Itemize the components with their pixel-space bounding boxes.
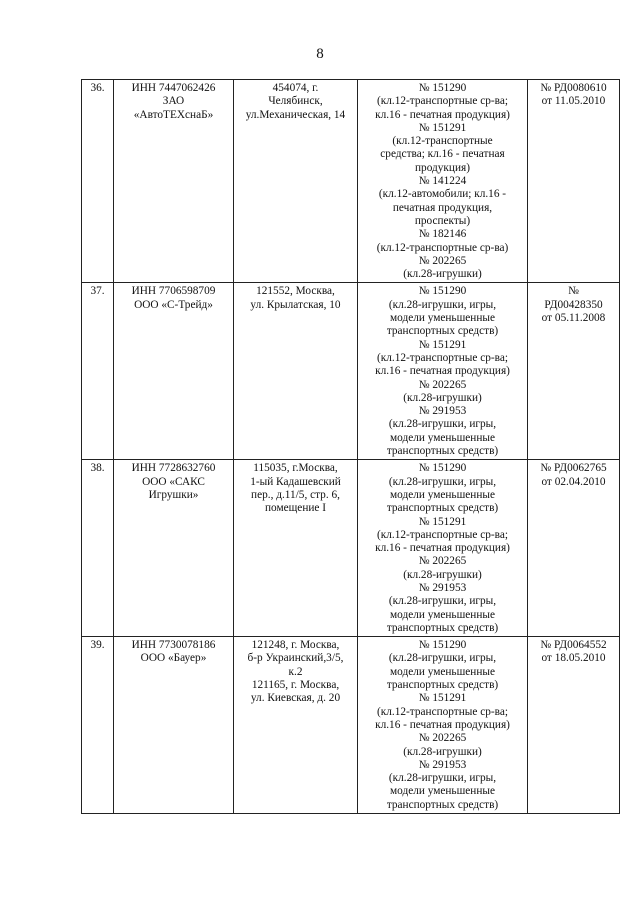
- trademarks-line: № 151291: [418, 692, 467, 705]
- address-line: Челябинск,: [268, 95, 323, 108]
- trademarks-line: № 151290: [418, 462, 467, 475]
- trademarks-cell: [358, 283, 528, 460]
- address-line: 121552, Москва,: [256, 285, 335, 298]
- trademarks-line: (кл.12-транспортные ср-ва;: [377, 705, 508, 718]
- company-line: ИНН 7447062426: [131, 82, 216, 94]
- row-number: 39.: [82, 637, 114, 814]
- trademarks-line: модели уменьшенные: [389, 665, 495, 678]
- trademarks-line: (кл.28-игрушки): [403, 568, 482, 581]
- trademarks-line: транспортных средств): [386, 502, 499, 515]
- address-line: к.2: [288, 665, 303, 678]
- company-line: ИНН 7728632760: [131, 462, 216, 475]
- trademarks-line: (кл.12-транспортные ср-ва;: [377, 351, 508, 364]
- trademarks-line: модели уменьшенные: [389, 608, 495, 621]
- trademarks-line: № 291953: [418, 758, 467, 771]
- license-line: РД00428350: [544, 298, 603, 311]
- trademarks-line: модели уменьшенные: [389, 431, 495, 444]
- trademarks-line: № 151290: [418, 82, 467, 94]
- company-line: ООО «САКС: [142, 475, 205, 488]
- address-line: 121248, г. Москва,: [251, 639, 340, 652]
- trademarks-line: № 151290: [418, 639, 467, 652]
- address-cell: [234, 637, 358, 814]
- trademarks-line: (кл.28-игрушки, игры,: [388, 652, 497, 665]
- trademarks-line: (кл.28-игрушки, игры,: [388, 418, 497, 431]
- license-line: от 05.11.2008: [541, 312, 606, 325]
- address-line: 454074, г.: [272, 82, 319, 94]
- trademarks-line: (кл.12-транспортные: [392, 135, 493, 148]
- trademarks-line: № 151290: [418, 285, 467, 298]
- company-cell: [114, 80, 234, 283]
- trademarks-line: (кл.12-автомобили; кл.16 -: [378, 188, 507, 201]
- address-line: ул. Киевская, д. 20: [250, 692, 341, 705]
- table-row: [82, 460, 620, 637]
- address-cell: [234, 460, 358, 637]
- address-cell: [234, 283, 358, 460]
- trademarks-line: проспекты): [414, 214, 471, 227]
- trademarks-line: средства; кл.16 - печатная: [380, 148, 505, 161]
- trademarks-line: (кл.28-игрушки): [403, 268, 482, 281]
- trademarks-line: транспортных средств): [386, 798, 499, 811]
- company-line: ИНН 7706598709: [131, 285, 216, 298]
- trademarks-line: № 202265: [418, 555, 467, 568]
- trademarks-line: № 151291: [418, 515, 467, 528]
- address-cell: [234, 80, 358, 283]
- company-line: Игрушки»: [148, 488, 199, 501]
- trademarks-line: (кл.28-игрушки, игры,: [388, 475, 497, 488]
- address-line: б-р Украинский,3/5,: [247, 652, 344, 665]
- company-cell: [114, 637, 234, 814]
- trademarks-line: (кл.28-игрушки): [403, 391, 482, 404]
- trademarks-line: № 151291: [418, 121, 467, 134]
- trademarks-line: продукция): [415, 161, 470, 174]
- address-line: пер., д.11/5, стр. 6,: [251, 488, 340, 501]
- trademarks-line: модели уменьшенные: [389, 488, 495, 501]
- license-line: № РД0080610: [540, 82, 607, 94]
- trademarks-cell: [358, 80, 528, 283]
- table-row: [82, 637, 620, 814]
- trademarks-line: печатная продукция,: [392, 201, 493, 214]
- company-line: ООО «С-Трейд»: [134, 298, 213, 311]
- trademarks-line: (кл.12-транспортные ср-ва;: [377, 528, 508, 541]
- trademarks-line: транспортных средств): [386, 621, 499, 634]
- company-cell: [114, 283, 234, 460]
- trademarks-line: № 141224: [418, 175, 467, 188]
- address-line: 115035, г.Москва,: [253, 462, 338, 475]
- address-line: ул. Крылатская, 10: [250, 298, 341, 311]
- license-cell: [528, 460, 620, 637]
- company-line: ИНН 7730078186: [131, 639, 216, 652]
- trademarks-line: № 151291: [418, 338, 467, 351]
- trademarks-cell: [358, 637, 528, 814]
- license-cell: [528, 80, 620, 283]
- address-line: 121165, г. Москва,: [251, 679, 340, 692]
- license-line: от 02.04.2010: [541, 475, 606, 488]
- trademarks-cell: [358, 460, 528, 637]
- address-line: 1-ый Кадашевский: [250, 475, 341, 488]
- trademarks-line: кл.16 - печатная продукция): [375, 365, 510, 378]
- trademarks-line: № 291953: [418, 581, 467, 594]
- license-line: № РД0064552: [540, 639, 607, 652]
- license-line: от 18.05.2010: [541, 652, 606, 665]
- registry-body: [82, 80, 620, 814]
- page-number: 8: [316, 46, 324, 62]
- company-line: ЗАО: [162, 95, 185, 108]
- trademarks-line: № 182146: [418, 228, 467, 241]
- trademarks-line: транспортных средств): [386, 445, 499, 458]
- trademarks-line: модели уменьшенные: [389, 312, 495, 325]
- license-line: №: [568, 285, 579, 298]
- trademarks-line: кл.16 - печатная продукция): [375, 718, 510, 731]
- trademarks-line: № 202265: [418, 378, 467, 391]
- trademarks-line: (кл.12-транспортные ср-ва): [376, 241, 509, 254]
- trademarks-line: транспортных средств): [386, 679, 499, 692]
- trademarks-line: (кл.28-игрушки): [403, 745, 482, 758]
- table-row: [82, 283, 620, 460]
- license-line: № РД0062765: [540, 462, 607, 475]
- table-row: [82, 80, 620, 283]
- license-cell: [528, 637, 620, 814]
- row-number: 38.: [82, 460, 114, 637]
- trademarks-line: кл.16 - печатная продукция): [375, 108, 510, 121]
- company-line: ООО «Бауер»: [140, 652, 207, 665]
- row-number: 36.: [82, 80, 114, 283]
- trademarks-line: № 291953: [418, 405, 467, 418]
- license-line: от 11.05.2010: [541, 95, 606, 108]
- trademarks-line: (кл.28-игрушки, игры,: [388, 298, 497, 311]
- address-line: ул.Механическая, 14: [245, 108, 346, 121]
- trademarks-line: модели уменьшенные: [389, 785, 495, 798]
- company-cell: [114, 460, 234, 637]
- trademarks-line: кл.16 - печатная продукция): [375, 542, 510, 555]
- registry-table: [81, 79, 620, 814]
- row-number: 37.: [82, 283, 114, 460]
- company-line: «АвтоТЕХснаБ»: [133, 108, 214, 121]
- address-line: помещение I: [264, 502, 327, 515]
- trademarks-line: (кл.28-игрушки, игры,: [388, 772, 497, 785]
- trademarks-line: транспортных средств): [386, 325, 499, 338]
- trademarks-line: № 202265: [418, 732, 467, 745]
- trademarks-line: № 202265: [418, 254, 467, 267]
- trademarks-line: (кл.28-игрушки, игры,: [388, 595, 497, 608]
- trademarks-line: (кл.12-транспортные ср-ва;: [377, 95, 508, 108]
- license-cell: [528, 283, 620, 460]
